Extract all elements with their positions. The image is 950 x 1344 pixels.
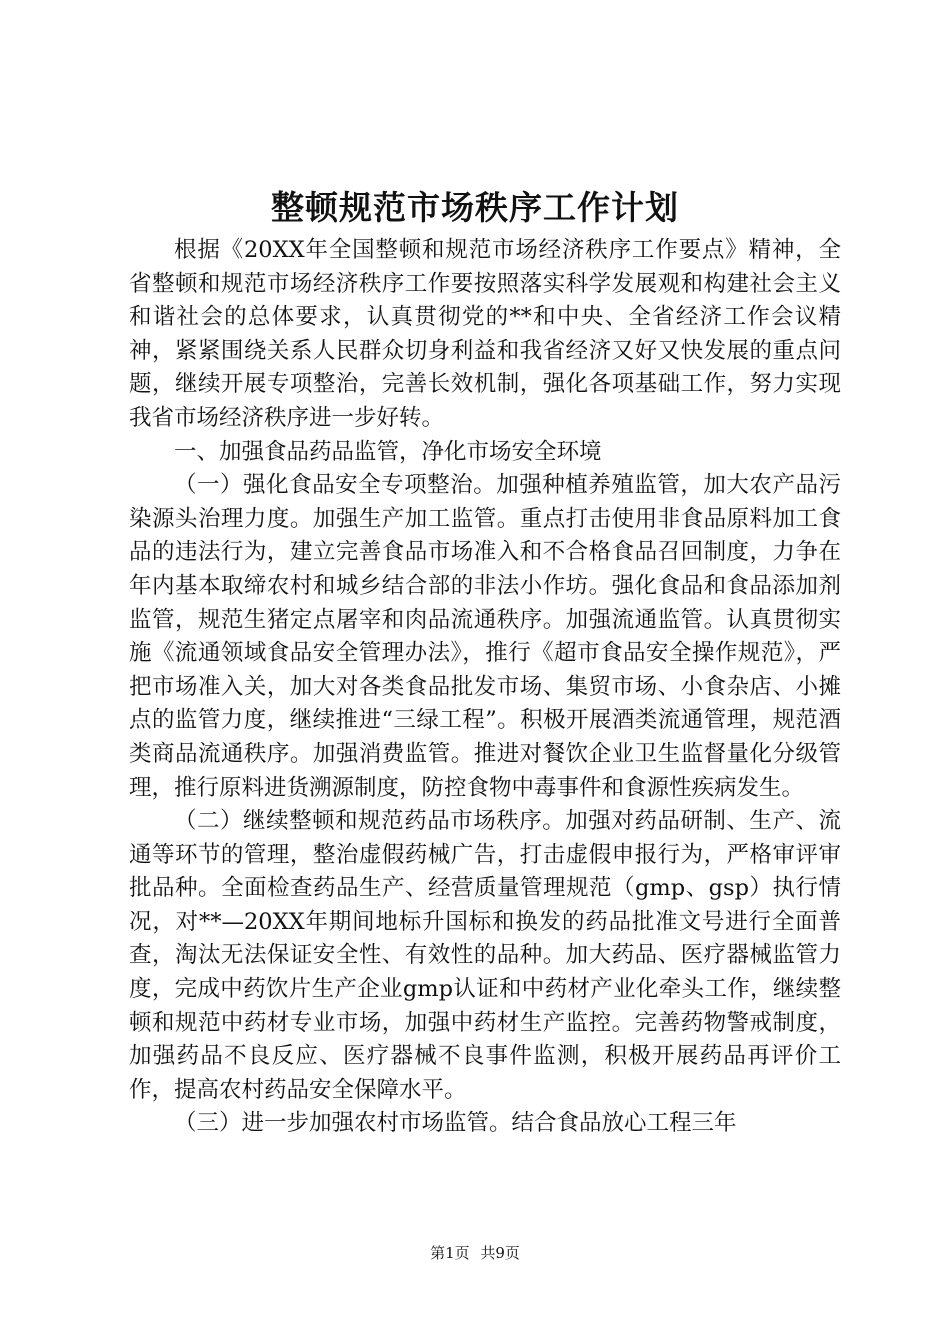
page-footer (0, 1243, 950, 1263)
document-body (129, 234, 841, 1141)
section-heading-1: 一、加强食品药品监管，净化市场安全环境 (174, 438, 602, 465)
page-title: 整顿规范市场秩序工作计划 (271, 188, 679, 227)
paragraph-intro: 根据《20XX年全国整顿和规范市场经济秩序工作要点》精神，全省整顿和规范市场经济秩序工作要按照落实科学发展观和构建社会主义和谐社会的总体要求，认真贯彻党的**和中央、全省经济工作会议精神，紧紧围绕关系人民群众切身利益和我省经济又好又快发展的重点问题，继续开展专项整治，完善长效机制，强化各项基础工作，努力实现我省市场经济秩序进一步好转。 (129, 237, 841, 431)
page-number: 第1页 (430, 1244, 470, 1262)
paragraph-rural-market: （三）进一步加强农村市场监管。结合食品放心工程三年 (174, 1110, 737, 1137)
paragraph-food-safety: （一）强化食品安全专项整治。加强种植养殖监管，加大农产品污染源头治理力度。加强生产加工监管。重点打击使用非食品原料加工食品的违法行为，建立完善食品市场准入和不合格食品召回制度，力争在年内基本取缔农村和城乡结合部的非法小作坊。强化食品和食品添加剂监管，规范生猪定点屠宰和肉品流通秩序。加强流通监管。认真贯彻实施《流通领域食品安全管理办法》，推行《超市食品安全操作规范》，严把市场准入关，加大对各类食品批发市场、集贸市场、小食杂店、小摊点的监管力度，继续推进“三绿工程”。积极开展酒类流通管理，规范酒类商品流通秩序。加强消费监管。推进对餐饮企业卫生监督量化分级管理，推行原料进货溯源制度，防控食物中毒事件和食源性疾病发生。 (129, 472, 841, 801)
page-total: 共9页 (480, 1244, 520, 1262)
paragraph-drug-market: （二）继续整顿和规范药品市场秩序。加强对药品研制、生产、流通等环节的管理，整治虚假药械广告，打击虚假申报行为，严格审评审批品种。全面检查药品生产、经营质量管理规范（gmp、gsp）执行情况，对**—20XX年期间地标升国标和换发的药品批准文号进行全面普查，淘汰无法保证安全性、有效性的品种。加大药品、医疗器械监管力度，完成中药饮片生产企业gmp认证和中药材产业化牵头工作，继续整顿和规范中药材专业市场，加强中药材生产监控。完善药物警戒制度，加强药品不良反应、医疗器械不良事件监测，积极开展药品再评价工作，提高农村药品安全保障水平。 (129, 808, 841, 1103)
